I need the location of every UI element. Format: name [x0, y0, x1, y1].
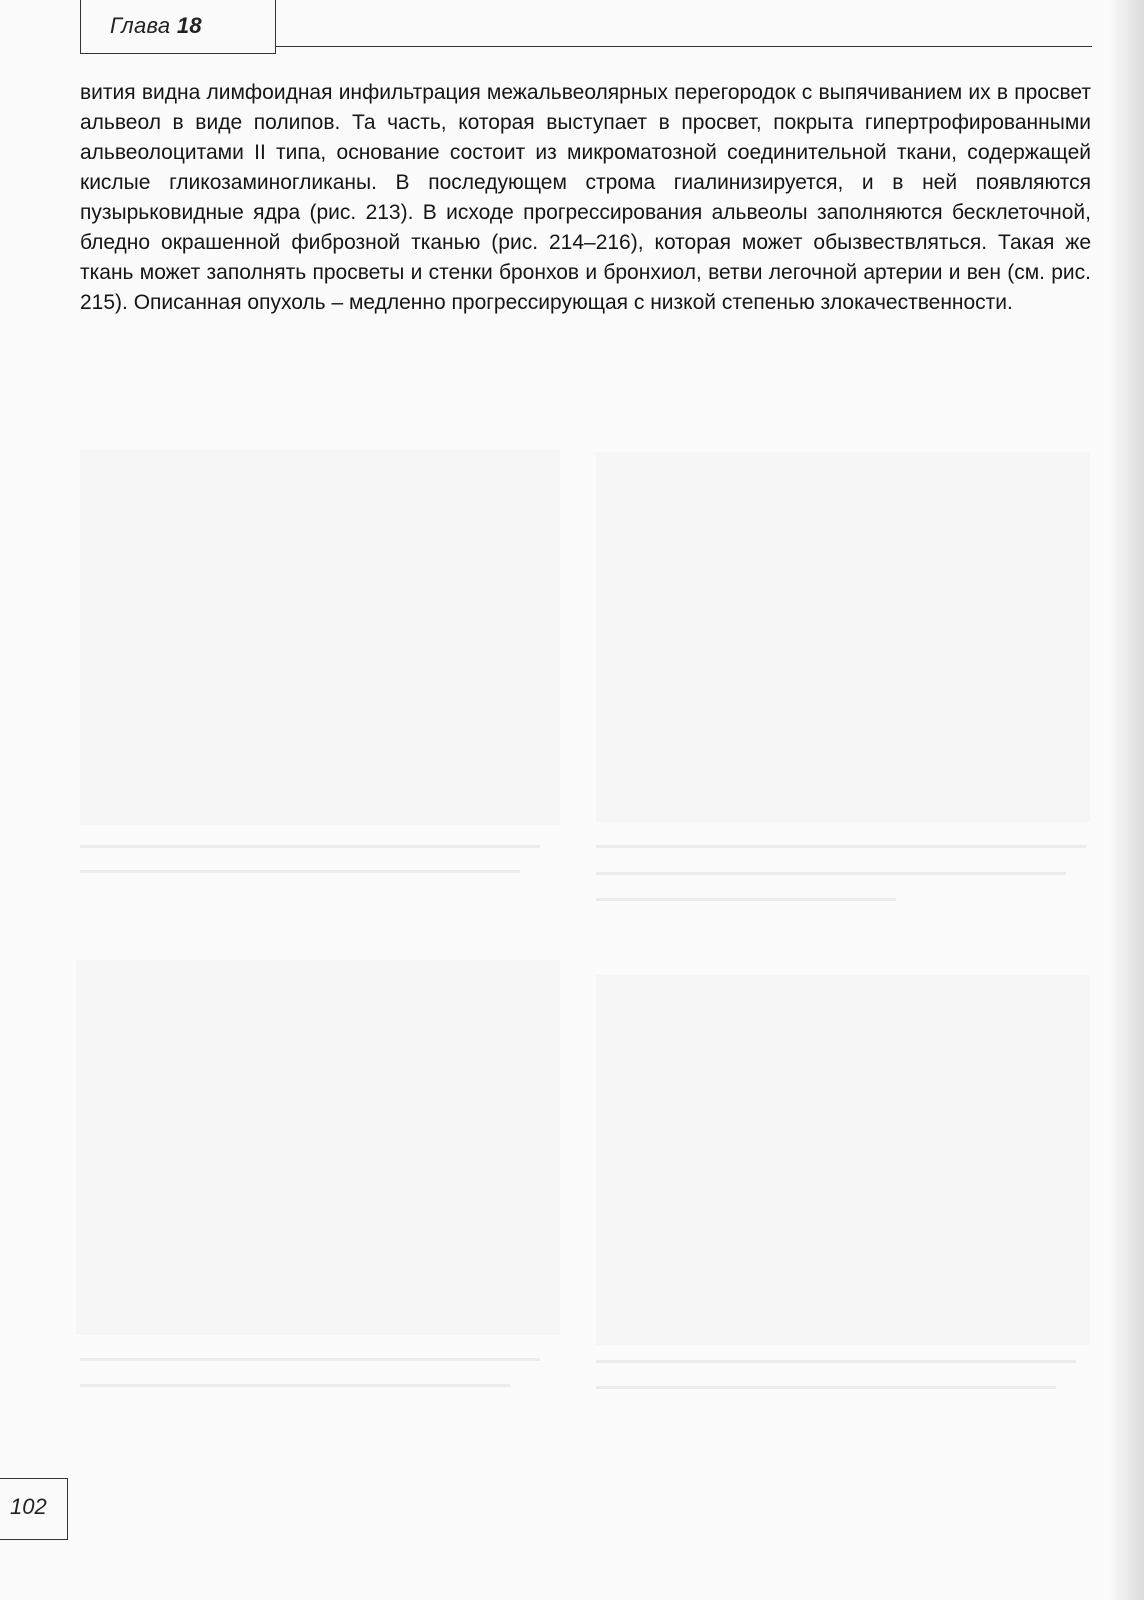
page-number: 102	[10, 1494, 47, 1519]
body-paragraph: вития видна лимфоидная инфильтрация межальвеолярных перегородок с выпячиванием их в просвет альвеол в виде полипов. Та часть, которая выступает в просвет, покрыта гипертрофированными альвеолоцитами II типа, основание состоит из микроматозной соединительной ткани, содержащей кислые гликозаминогликаны. В последующем строма гиалинизируется, и в ней появляются пузырьковидные ядра (рис. 213). В исходе прогрессирования альвеолы заполняются бесклеточной, бледно окрашенной фиброзной тканью (рис. 214–216), которая может обызвествляться. Такая же ткань может заполнять просветы и стенки бронхов и бронхиол, ветви легочной артерии и вен (см. рис. 215). Описанная опухоль – медленно прогрессирующая с низкой степенью злокачественности.	[80, 81, 1091, 314]
page-edge-shadow	[1110, 0, 1144, 1600]
chapter-number: 18	[176, 13, 202, 38]
header-rule	[276, 46, 1092, 47]
figure-area-bottom-right	[596, 975, 1090, 1345]
faint-caption-line	[596, 1386, 1056, 1389]
faint-caption-line	[80, 870, 520, 873]
figure-area-top-right	[596, 452, 1090, 822]
faint-caption-line	[80, 845, 540, 848]
faint-caption-line	[80, 1358, 540, 1361]
faint-caption-line	[596, 872, 1066, 875]
faint-caption-line	[596, 1360, 1076, 1363]
chapter-title	[110, 13, 202, 39]
figure-area-bottom-left	[76, 960, 560, 1335]
figure-area-top-left	[80, 450, 560, 825]
chapter-label: Глава	[110, 13, 171, 38]
faint-caption-line	[596, 845, 1086, 848]
faint-caption-line	[80, 1384, 510, 1387]
faint-caption-line	[596, 898, 896, 901]
